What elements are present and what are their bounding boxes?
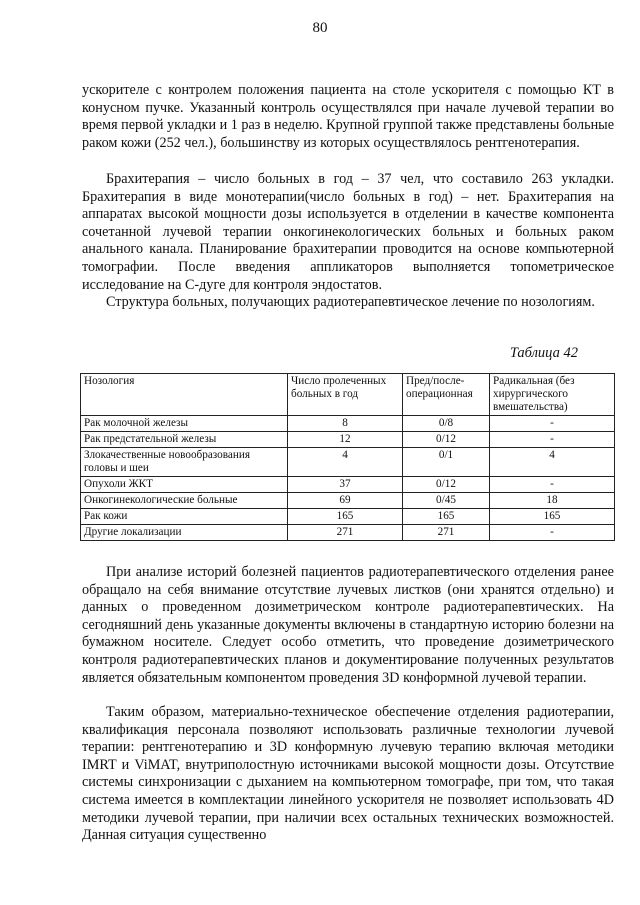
cell-nosology: Опухоли ЖКТ [81,477,288,493]
cell-radical: 165 [490,509,615,525]
table-row [81,525,615,541]
nosology-table [80,373,615,541]
cell-radical: 18 [490,493,615,509]
cell-pre-post: 0/12 [403,432,490,448]
cell-pre-post: 0/45 [403,493,490,509]
table-row [81,448,615,477]
header-nosology: Нозология [81,374,288,416]
paragraph-kt-control: ускорителе с контролем положения пациента на столе ускорителя с помощью КТ в конусном пучке. Указанный контроль осуществлялся при начале лучевой терапии во время первой укладки и 1 раз в неделю. Крупной группой также представлены больные раком кожи (252 чел.), большинству из которых осуществлялось рентгенотерапия. [82,82,614,151]
cell-radical: - [490,477,615,493]
table-row [81,493,615,509]
cell-nosology: Другие локализации [81,525,288,541]
table-caption: Таблица 42 [509,345,578,361]
cell-count: 165 [288,509,403,525]
table-row [81,432,615,448]
cell-pre-post: 165 [403,509,490,525]
cell-count: 4 [288,448,403,477]
paragraph-history-analysis: При анализе историй болезней пациентов радиотерапевтического отделения ранее обращало на себя внимание отсутствие лучевых листков (они хранятся отдельно) и данных о проведенном дозиметрическом контроле радиотерапевтических. На сегодняшний день указанные документы включены в стандартную историю болезни на бумажном носителе. Следует особо отметить, что проведение дозиметрического контроля радиотерапевтических планов и документирование полученных результатов является обязательным компонентом проведения 3D конформной лучевой терапии. [82,564,614,686]
table-row [81,509,615,525]
table-row [81,477,615,493]
cell-radical: 4 [490,448,615,477]
header-pre-post-operative: Пред/после-операционная [403,374,490,416]
paragraph-structure: Структура больных, получающих радиотерапевтическое лечение по нозологиям. [106,294,595,310]
cell-nosology: Онкогинекологические больные [81,493,288,509]
header-radical: Радикальная (без хирургического вмешательства) [490,374,615,416]
cell-count: 69 [288,493,403,509]
cell-pre-post: 0/1 [403,448,490,477]
table-row [81,416,615,432]
cell-pre-post: 0/12 [403,477,490,493]
paragraph-brachytherapy: Брахитерапия – число больных в год – 37 чел, что составило 263 укладки. Брахитерапия в виде монотерапии(число больных в год) – нет. Брахитерапия на аппаратах высокой мощности дозы используется в отделении в качестве компонента сочетанной лучевой терапии онкогинекологических больных и больных раком анального канала. Планирование брахитерапии проводится на основе компьютерной томографии. После введения аппликаторов выполняется топометрическое исследование на С-дуге для контроля эндостатов. [82,171,614,293]
cell-count: 12 [288,432,403,448]
cell-radical: - [490,525,615,541]
cell-radical: - [490,416,615,432]
paragraph-conclusion: Таким образом, материально-техническое обеспечение отделения радиотерапии, квалификация персонала позволяют использовать различные технологии лучевой терапии: рентгенотерапию и 3D конформную лучевую терапию включая методики IMRT и ViMAT, внутриполостную источниками высокой мощности дозы. Отсутствие системы синхронизации с дыханием на компьютерном томографе, при том, что такая система имеется в комплектации линейного ускорителя не позволяет использовать 4D методики лучевой терапии, при наличии всех остальных технических возможностей. Данная ситуация существенно [82,704,614,844]
cell-count: 271 [288,525,403,541]
cell-nosology: Злокачественные новообразования головы и шеи [81,448,288,477]
table-header-row [81,374,615,416]
cell-nosology: Рак кожи [81,509,288,525]
cell-nosology: Рак предстательной железы [81,432,288,448]
cell-radical: - [490,432,615,448]
header-patients-per-year: Число пролеченных больных в год [288,374,403,416]
cell-count: 8 [288,416,403,432]
cell-pre-post: 271 [403,525,490,541]
cell-count: 37 [288,477,403,493]
cell-pre-post: 0/8 [403,416,490,432]
page-number: 80 [312,20,328,36]
cell-nosology: Рак молочной железы [81,416,288,432]
